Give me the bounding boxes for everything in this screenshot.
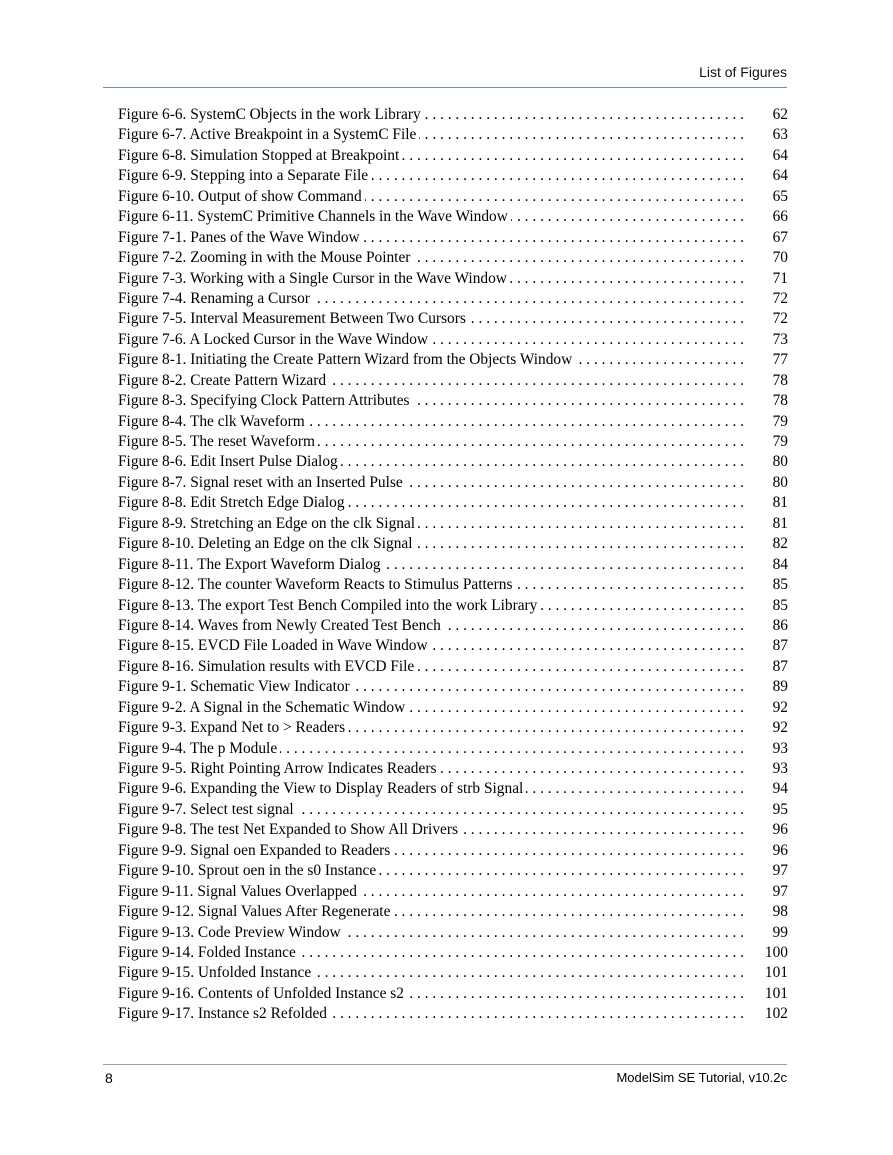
toc-entry-page: 93 [772, 760, 788, 777]
toc-entry-page: 65 [772, 187, 788, 205]
dot-leader [297, 800, 744, 820]
toc-entry-page: 78 [772, 392, 788, 410]
toc-entry-page: 63 [772, 126, 788, 144]
dot-leader [417, 657, 744, 677]
toc-entry-label: Figure 9-10. Sprout oen in the s0 Instance [118, 862, 377, 880]
toc-entry-label: Figure 9-16. Contents of Unfolded Instance s2 [118, 984, 404, 1002]
toc-entry[interactable] [118, 432, 788, 452]
toc-entry-label: Figure 7-2. Zooming in with the Mouse Pointer [118, 249, 411, 267]
toc-entry-label: Figure 6-6. SystemC Objects in the work Library [118, 106, 421, 123]
toc-entry-label: Figure 9-4. The p Module [118, 739, 278, 757]
dot-leader [393, 902, 744, 922]
dot-leader [344, 923, 744, 943]
toc-entry[interactable] [118, 902, 788, 922]
toc-entry-page: 96 [772, 821, 788, 839]
dot-leader [348, 493, 744, 513]
toc-entry[interactable] [118, 248, 788, 268]
dot-leader [329, 371, 744, 391]
toc-entry-page: 73 [772, 330, 788, 348]
toc-entry-page: 93 [772, 739, 788, 757]
toc-entry[interactable] [118, 555, 788, 575]
toc-entry-page: 99 [772, 923, 788, 941]
toc-entry-page: 71 [772, 269, 788, 287]
toc-entry[interactable] [118, 841, 788, 861]
toc-entry-label: Figure 9-12. Signal Values After Regenerate [118, 903, 391, 921]
toc-entry[interactable] [118, 739, 788, 759]
header-divider [103, 87, 787, 88]
dot-leader [408, 698, 744, 718]
dot-leader [353, 677, 744, 697]
toc-entry[interactable] [118, 166, 788, 186]
dot-leader [431, 636, 744, 656]
toc-entry-page: 62 [772, 106, 788, 123]
toc-entry-page: 81 [772, 494, 788, 512]
toc-entry-page: 64 [772, 146, 788, 164]
dot-leader [406, 473, 744, 493]
toc-entry-label: Figure 9-9. Signal oen Expanded to Readers [118, 841, 391, 859]
dot-leader [360, 882, 744, 902]
toc-entry-label: Figure 8-10. Deleting an Edge on the clk Signal [118, 535, 413, 553]
toc-entry[interactable] [118, 309, 788, 329]
dot-leader [384, 555, 744, 575]
dot-leader [431, 330, 744, 350]
toc-entry[interactable] [118, 861, 788, 881]
toc-entry-label: Figure 8-3. Specifying Clock Pattern Attributes [118, 392, 410, 410]
toc-entry[interactable] [118, 779, 788, 799]
toc-entry-label: Figure 8-1. Initiating the Create Pattern Wizard from the Objects Window [118, 351, 573, 369]
dot-leader [365, 187, 744, 207]
dot-leader [407, 984, 744, 1004]
toc-entry[interactable] [118, 452, 788, 472]
toc-entry-label: Figure 8-11. The Export Waveform Dialog [118, 555, 381, 573]
toc-entry-label: Figure 6-9. Stepping into a Separate File [118, 167, 369, 185]
toc-entry-page: 94 [772, 780, 788, 798]
dot-leader [515, 575, 744, 595]
toc-entry-page: 87 [772, 657, 788, 675]
toc-entry-label: Figure 9-3. Expand Net to > Readers [118, 719, 346, 737]
toc-entry-page: 79 [772, 433, 788, 450]
toc-entry[interactable] [118, 514, 788, 534]
dot-leader [540, 596, 744, 616]
toc-entry[interactable] [118, 228, 788, 248]
toc-entry[interactable] [118, 984, 788, 1004]
toc-entry-page: 81 [772, 514, 788, 532]
toc-entry-label: Figure 8-12. The counter Waveform Reacts to Stimulus Patterns [118, 576, 513, 594]
toc-entry-page: 82 [772, 535, 788, 553]
dot-leader [418, 514, 744, 534]
dot-leader [413, 248, 744, 268]
dot-leader [371, 166, 744, 186]
dot-leader [439, 759, 744, 779]
toc-entry[interactable] [118, 330, 788, 350]
toc-entry[interactable] [118, 575, 788, 595]
toc-entry-label: Figure 7-4. Renaming a Cursor [118, 289, 310, 307]
toc-entry-page: 87 [772, 637, 788, 655]
toc-entry[interactable] [118, 1004, 788, 1024]
toc-entry-page: 86 [772, 616, 788, 634]
toc-entry-label: Figure 8-8. Edit Stretch Edge Dialog [118, 494, 345, 512]
toc-entry-page: 102 [764, 1005, 788, 1023]
toc-entry-label: Figure 7-1. Panes of the Wave Window [118, 228, 360, 246]
toc-entry-page: 80 [772, 473, 788, 491]
toc-entry[interactable] [118, 391, 788, 411]
toc-entry-page: 85 [772, 596, 788, 614]
toc-entry[interactable] [118, 596, 788, 616]
toc-entry-label: Figure 8-5. The reset Waveform [118, 433, 315, 450]
toc-entry-label: Figure 9-5. Right Pointing Arrow Indicates Readers [118, 760, 437, 777]
footer-divider [103, 1064, 787, 1065]
page-number: 8 [105, 1070, 113, 1086]
dot-leader [313, 289, 744, 309]
toc-entry-label: Figure 7-3. Working with a Single Cursor in the Wave Window [118, 269, 507, 287]
toc-entry-page: 77 [772, 351, 788, 369]
toc-entry-page: 79 [772, 412, 788, 430]
toc-entry[interactable] [118, 882, 788, 902]
dot-leader [363, 228, 744, 248]
toc-entry[interactable] [118, 289, 788, 309]
toc-entry[interactable] [118, 943, 788, 963]
toc-entry-page: 97 [772, 862, 788, 880]
toc-entry[interactable] [118, 371, 788, 391]
dot-leader [469, 309, 744, 329]
toc-entry[interactable] [118, 350, 788, 370]
toc-entry-label: Figure 8-15. EVCD File Loaded in Wave Window [118, 637, 428, 655]
toc-entry-page: 96 [772, 841, 788, 859]
toc-entry[interactable] [118, 125, 788, 145]
toc-entry-page: 72 [772, 310, 788, 328]
toc-entry-page: 84 [772, 555, 788, 573]
toc-entry[interactable] [118, 820, 788, 840]
toc-entry-page: 89 [772, 678, 788, 696]
toc-entry-label: Figure 6-7. Active Breakpoint in a SystemC File [118, 126, 417, 144]
dot-leader [424, 105, 744, 125]
list-of-figures [118, 105, 788, 1025]
toc-entry-label: Figure 9-7. Select test signal [118, 800, 294, 818]
dot-leader [299, 943, 744, 963]
dot-leader [379, 861, 744, 881]
toc-entry-page: 95 [772, 800, 788, 818]
dot-leader [308, 412, 744, 432]
toc-entry-label: Figure 9-1. Schematic View Indicator [118, 678, 350, 696]
toc-entry-page: 80 [772, 453, 788, 471]
dot-leader [526, 779, 744, 799]
toc-entry-label: Figure 6-8. Simulation Stopped at Breakpoint [118, 146, 400, 164]
dot-leader [280, 739, 744, 759]
toc-entry-page: 85 [772, 576, 788, 594]
toc-entry-label: Figure 9-11. Signal Values Overlapped [118, 882, 357, 900]
dot-leader [314, 963, 744, 983]
toc-entry-label: Figure 8-9. Stretching an Edge on the clk Signal [118, 514, 416, 532]
toc-entry[interactable] [118, 105, 788, 125]
dot-leader [444, 616, 744, 636]
toc-entry[interactable] [118, 412, 788, 432]
toc-entry-label: Figure 8-2. Create Pattern Wizard [118, 371, 327, 389]
toc-entry[interactable] [118, 269, 788, 289]
toc-entry-label: Figure 9-15. Unfolded Instance [118, 964, 312, 982]
toc-entry-page: 72 [772, 289, 788, 307]
toc-entry[interactable] [118, 473, 788, 493]
toc-entry[interactable] [118, 923, 788, 943]
toc-entry-label: Figure 8-16. Simulation results with EVCD File [118, 657, 415, 675]
dot-leader [511, 207, 744, 227]
toc-entry-page: 70 [772, 249, 788, 267]
toc-entry-label: Figure 9-8. The test Net Expanded to Show All Drivers [118, 821, 458, 839]
dot-leader [348, 718, 744, 738]
toc-entry[interactable] [118, 207, 788, 227]
dot-leader [419, 125, 744, 145]
toc-entry-page: 92 [772, 698, 788, 716]
toc-entry-page: 64 [772, 167, 788, 185]
toc-entry[interactable] [118, 146, 788, 166]
dot-leader [413, 391, 744, 411]
dot-leader [575, 350, 744, 370]
toc-entry-label: Figure 9-13. Code Preview Window [118, 923, 341, 941]
dot-leader [402, 146, 744, 166]
toc-entry-page: 100 [764, 943, 788, 961]
toc-entry[interactable] [118, 759, 788, 779]
toc-entry-label: Figure 9-17. Instance s2 Refolded [118, 1005, 328, 1023]
toc-entry-page: 98 [772, 903, 788, 921]
toc-entry-label: Figure 8-13. The export Test Bench Compiled into the work Library [118, 596, 538, 614]
toc-entry[interactable] [118, 493, 788, 513]
toc-entry-label: Figure 9-6. Expanding the View to Display Readers of strb Signal [118, 780, 524, 798]
toc-entry-page: 92 [772, 719, 788, 737]
document-title: ModelSim SE Tutorial, v10.2c [616, 1070, 787, 1085]
dot-leader [341, 452, 744, 472]
toc-entry-label: Figure 9-2. A Signal in the Schematic Window [118, 698, 406, 716]
toc-entry[interactable] [118, 616, 788, 636]
toc-entry-label: Figure 8-4. The clk Waveform [118, 412, 305, 430]
toc-entry[interactable] [118, 698, 788, 718]
toc-entry[interactable] [118, 800, 788, 820]
toc-entry-label: Figure 9-14. Folded Instance [118, 943, 296, 961]
toc-entry-label: Figure 7-5. Interval Measurement Between Two Cursors [118, 310, 466, 328]
dot-leader [416, 534, 745, 554]
toc-entry-label: Figure 8-6. Edit Insert Pulse Dialog [118, 453, 338, 471]
running-header-title: List of Figures [699, 64, 787, 80]
toc-entry-label: Figure 7-6. A Locked Cursor in the Wave Window [118, 330, 429, 348]
dot-leader [318, 432, 744, 452]
toc-entry[interactable] [118, 677, 788, 697]
dot-leader [330, 1004, 744, 1024]
toc-entry[interactable] [118, 636, 788, 656]
toc-entry[interactable] [118, 963, 788, 983]
toc-entry-label: Figure 8-14. Waves from Newly Created Test Bench [118, 616, 441, 634]
toc-entry-label: Figure 6-10. Output of show Command [118, 187, 362, 205]
toc-entry[interactable] [118, 187, 788, 207]
dot-leader [510, 269, 744, 289]
dot-leader [461, 820, 744, 840]
toc-entry-page: 97 [772, 882, 788, 900]
toc-entry-page: 67 [772, 228, 788, 246]
toc-entry-page: 101 [764, 964, 788, 982]
toc-entry[interactable] [118, 534, 788, 554]
toc-entry[interactable] [118, 657, 788, 677]
toc-entry-label: Figure 8-7. Signal reset with an Inserted Pulse [118, 473, 403, 491]
toc-entry-page: 66 [772, 208, 788, 226]
toc-entry-page: 78 [772, 371, 788, 389]
toc-entry[interactable] [118, 718, 788, 738]
toc-entry-label: Figure 6-11. SystemC Primitive Channels in the Wave Window [118, 208, 508, 226]
dot-leader [393, 841, 744, 861]
toc-entry-page: 101 [764, 984, 788, 1002]
